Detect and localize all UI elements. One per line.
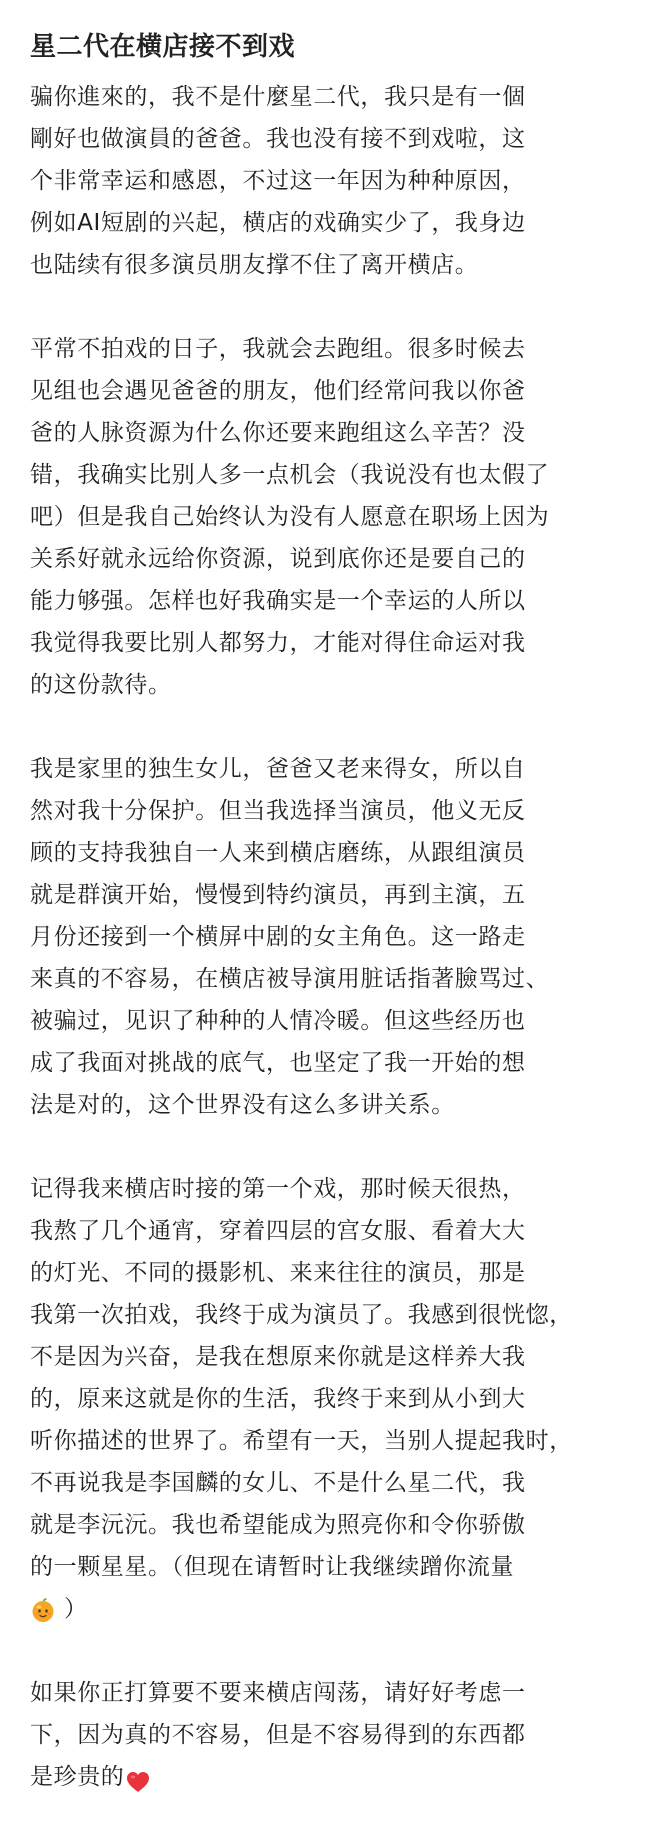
text-line: 关系好就永远给你资源，说到底你还是要自己的 <box>30 546 526 572</box>
text-line: 我熬了几个通宵，穿着四层的宫女服、看着大大 <box>30 1218 526 1244</box>
text-line: 我觉得我要比别人都努力，才能对得住命运对我 <box>30 630 526 656</box>
text-line: 的一颗星星。（但现在请暂时让我继续蹭你流量 <box>30 1554 515 1580</box>
paragraph-1 <box>30 76 630 286</box>
paragraph-5 <box>30 1672 630 1798</box>
text-line: 就是李沅沅。我也希望能成为照亮你和令你骄傲 <box>30 1512 526 1538</box>
paragraph-4 <box>30 1168 630 1630</box>
text-line: 然对我十分保护。但当我选择当演员，他义无反 <box>30 798 526 824</box>
text-line: 吧）但是我自己始终认为没有人愿意在职场上因为 <box>30 504 550 530</box>
post <box>30 0 630 1790</box>
text-line: 我是家里的独生女儿，爸爸又老来得女，所以自 <box>30 756 526 782</box>
text-line: 来真的不容易，在横店被导演用脏话指著臉骂过、 <box>30 966 550 992</box>
text-line: 下，因为真的不容易，但是不容易得到的东西都 <box>30 1722 526 1748</box>
closing-paren: ） <box>64 1596 88 1622</box>
text-line: 能力够强。怎样也好我确实是一个幸运的人所以 <box>30 588 526 614</box>
text-line: 法是对的，这个世界没有这么多讲关系。 <box>30 1092 455 1118</box>
text-line: 见组也会遇见爸爸的朋友，他们经常问我以你爸 <box>30 378 526 404</box>
text-line: 记得我来横店时接的第一个戏，那时候天很热， <box>30 1176 526 1202</box>
text-line-with-emoji <box>30 1588 630 1630</box>
text-line-with-emoji <box>30 1756 630 1798</box>
text-line: 成了我面对挑战的底气，也坚定了我一开始的想 <box>30 1050 526 1076</box>
post-title: 星二代在横店接不到戏 <box>30 32 296 62</box>
text-line: 顾的支持我独自一人来到横店磨练，从跟组演员 <box>30 840 526 866</box>
text-line: 听你描述的世界了。希望有一天，当别人提起我时， <box>30 1428 573 1454</box>
text-line: 就是群演开始，慢慢到特约演员，再到主演，五 <box>30 882 526 908</box>
text-line: 的，原来这就是你的生活，我终于来到从小到大 <box>30 1386 526 1412</box>
text-line: 的灯光、不同的摄影机、来来往往的演员，那是 <box>30 1260 526 1286</box>
last-line-text: 是珍贵的 <box>30 1764 125 1790</box>
text-line: 例如AI短剧的兴起，横店的戏确实少了，我身边 <box>30 210 526 236</box>
text-line: 不是因为兴奋，是我在想原来你就是这样养大我 <box>30 1344 526 1370</box>
text-line: 爸的人脉资源为什么你还要来跑组这么辛苦？没 <box>30 420 526 446</box>
text-line: 剛好也做演員的爸爸。我也没有接不到戏啦，这 <box>30 126 526 152</box>
paragraph-2 <box>30 328 630 706</box>
red-heart-icon <box>126 1765 150 1787</box>
text-line: 我第一次拍戏，我终于成为演员了。我感到很恍惚， <box>30 1302 573 1328</box>
text-line: 如果你正打算要不要来横店闯荡，请好好考虑一 <box>30 1680 526 1706</box>
text-line: 骗你進來的，我不是什麼星二代，我只是有一個 <box>30 84 526 110</box>
text-line: 错，我确实比别人多一点机会（我说没有也太假了 <box>30 462 550 488</box>
text-line: 也陆续有很多演员朋友撑不住了离开横店。 <box>30 252 479 278</box>
text-line: 平常不拍戏的日子，我就会去跑组。很多时候去 <box>30 336 526 362</box>
text-line: 个非常幸运和感恩，不过这一年因为种种原因， <box>30 168 526 194</box>
post-body <box>30 76 630 1840</box>
text-line: 的这份款待。 <box>30 672 172 698</box>
orange-face-emoji-icon <box>30 1595 56 1621</box>
paragraph-3 <box>30 748 630 1126</box>
text-line: 月份还接到一个横屏中剧的女主角色。这一路走 <box>30 924 526 950</box>
text-line: 被骗过，见识了种种的人情冷暖。但这些经历也 <box>30 1008 526 1034</box>
text-line: 不再说我是李国麟的女儿、不是什么星二代，我 <box>30 1470 526 1496</box>
